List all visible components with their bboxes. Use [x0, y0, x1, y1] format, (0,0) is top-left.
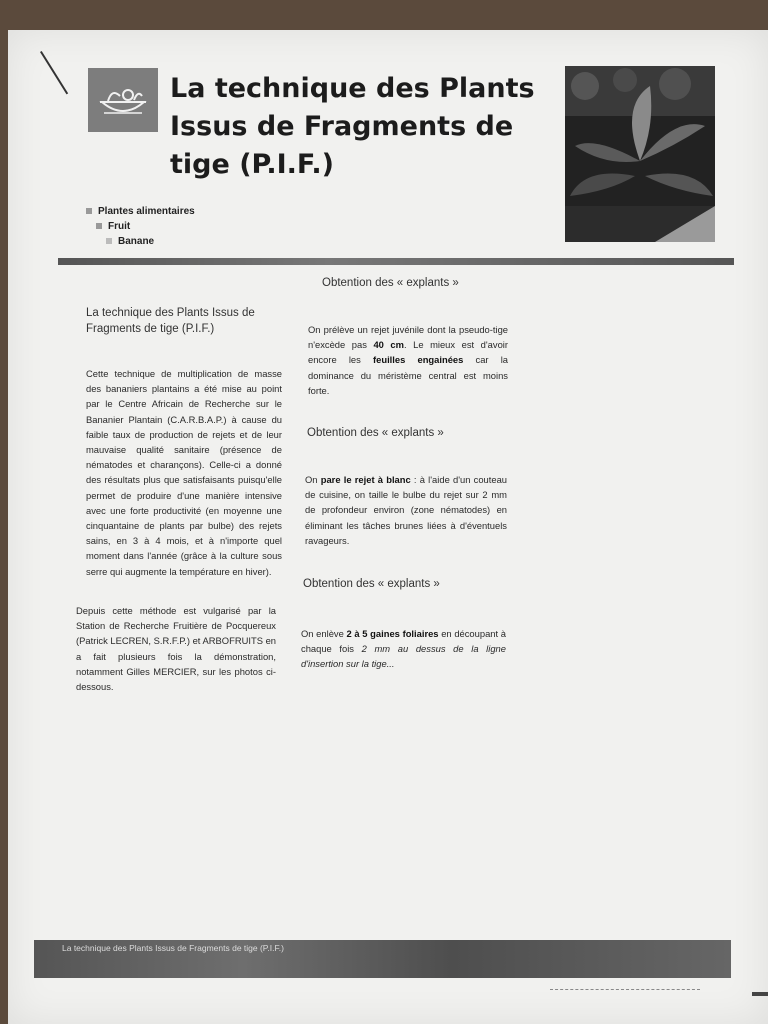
bold-run: 2 à 5 gaines foliaires	[346, 628, 439, 639]
bullet-square-icon	[106, 238, 112, 244]
category-label: Fruit	[108, 221, 131, 232]
bold-run: feuilles engainées	[373, 354, 464, 366]
footer-dashed-line	[550, 989, 700, 990]
category-label: Plantes alimentaires	[98, 206, 195, 217]
text-run: : à l'aide d'un couteau de cuisine, on taille le bulbe du rejet sur 2 mm de profondeur environ (zone nématodes) en éliminant les tâches brunes liées à d'éventuels ravageurs.	[305, 474, 507, 546]
italic-run: 2 mm au dessus de la ligne d'insertion sur la tige...	[301, 643, 506, 670]
text-run: On prélève un rejet juvénile dont la pseudo-tige n'excède pas	[308, 324, 508, 351]
category-label: Banane	[118, 236, 155, 247]
intro-paragraph: Cette technique de multiplication de masse des bananiers plantains a été mise au point par le Centre Africain de Recherche sur le Bananier Plantain (C.A.R.B.A.P.) à cause du faible taux de production de rejets et de leur mauvaise qualité sanitaire (présence de nématodes et charançons). Celle-ci a donné des résultats plus que satisfaisants puisqu'elle permet de produire d'une manière intensive avec une forte productivité (en moyenne une cinquantaine de plants par bulbe) des rejets sains, en 3 à 4 mois, et à n'importe quel moment dans l'année (grâce à la culture sous serre qui augmente la température en hiver).	[86, 368, 282, 577]
category-level1	[86, 204, 195, 219]
bullet-square-icon	[96, 223, 102, 229]
text-run: On	[305, 474, 321, 485]
bullet-square-icon	[86, 208, 92, 214]
bold-run: 40 cm	[373, 339, 404, 351]
bold-run: pare le rejet à blanc	[320, 474, 411, 485]
text-run: en découpant à chaque fois	[301, 628, 507, 655]
category-breadcrumb	[86, 204, 195, 249]
section-paragraph-2	[305, 472, 507, 548]
banana-plant-photo	[565, 66, 715, 242]
edge-mark	[752, 992, 768, 996]
page-title: La technique des Plants Issus de Fragments de tige (P.I.F.)	[170, 73, 535, 180]
section-heading-3: Obtention des « explants »	[303, 578, 440, 590]
section-paragraph-1	[308, 322, 508, 398]
category-level3	[86, 234, 195, 249]
text-run: On enlève	[301, 628, 347, 639]
header-divider	[58, 258, 734, 265]
fruit-basket-icon	[88, 68, 158, 132]
category-level2	[86, 219, 195, 234]
text-run: . Le mieux est d'avoir encore les	[308, 339, 508, 366]
footer-text: La technique des Plants Issus de Fragments de tige (P.I.F.)	[62, 943, 284, 953]
left-column-title: La technique des Plants Issus de Fragments de tige (P.I.F.)	[86, 307, 255, 335]
method-paragraph: Depuis cette méthode est vulgarisé par la Station de Recherche Fruitière de Pocquereux (Patrick LECREN, S.R.F.P.) et ARBOFRUITS en a fait plusieurs fois la démonstration, notamment Gilles MERCIER, sur les photos ci-dessous.	[76, 605, 276, 693]
text-run: car la dominance du méristème central est moins forte.	[308, 354, 509, 396]
section-paragraph-3	[301, 626, 506, 672]
section-heading-1: Obtention des « explants »	[322, 277, 459, 289]
section-heading-2: Obtention des « explants »	[307, 427, 444, 439]
